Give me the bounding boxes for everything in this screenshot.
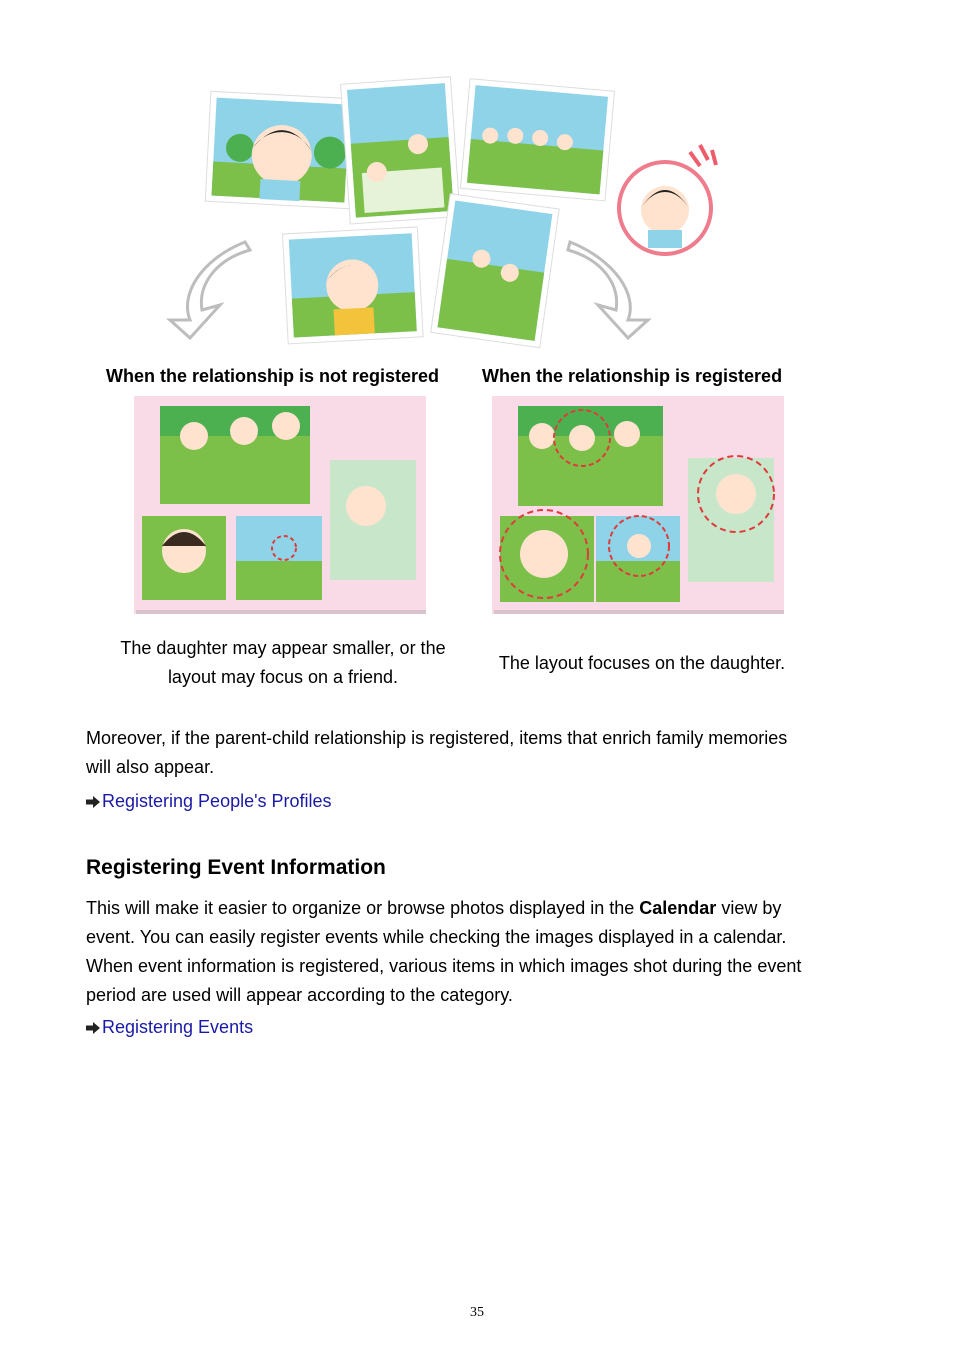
description-registered: The layout focuses on the daughter.	[498, 653, 786, 673]
left-arrow-icon	[170, 242, 250, 338]
right-arrow-icon	[568, 242, 648, 338]
layout-registered	[492, 396, 784, 614]
layout-not-registered	[134, 396, 426, 614]
arrow-right-icon	[86, 796, 100, 808]
photos-illustration	[160, 70, 740, 350]
daughter-face-circle	[619, 145, 716, 254]
photo-girl-closeup	[205, 91, 356, 208]
calendar-bold: Calendar	[639, 898, 717, 918]
photo-boy-closeup	[282, 227, 423, 344]
photo-group	[460, 79, 614, 201]
link-registering-profiles[interactable]	[86, 791, 332, 812]
paragraph-relationship: Moreover, if the parent-child relationship is registered, items that enrich family memories will also appear.	[86, 728, 788, 777]
photo-playing	[431, 194, 559, 348]
link-registering-events[interactable]	[86, 1017, 253, 1038]
link-label[interactable]: Registering People's Profiles	[102, 791, 332, 811]
heading-not-registered: When the relationship is not registered	[106, 366, 440, 386]
heading-registered: When the relationship is registered	[482, 366, 783, 386]
photo-picnic	[341, 77, 460, 224]
arrow-right-icon	[86, 1022, 100, 1034]
page-number: 35	[470, 1305, 484, 1320]
link-label[interactable]: Registering Events	[102, 1017, 254, 1037]
section-title: Registering Event Information	[86, 856, 386, 879]
paragraph-event-info: This will make it easier to organize or browse photos displayed in the Calendar view by event. You can easily register events while checking the images displayed in a calendar. When event information is registered, various items in which images shot during the event period are used will appear according to the category.	[86, 898, 802, 1005]
description-not-registered: The daughter may appear smaller, or the layout may focus on a friend.	[120, 638, 446, 687]
